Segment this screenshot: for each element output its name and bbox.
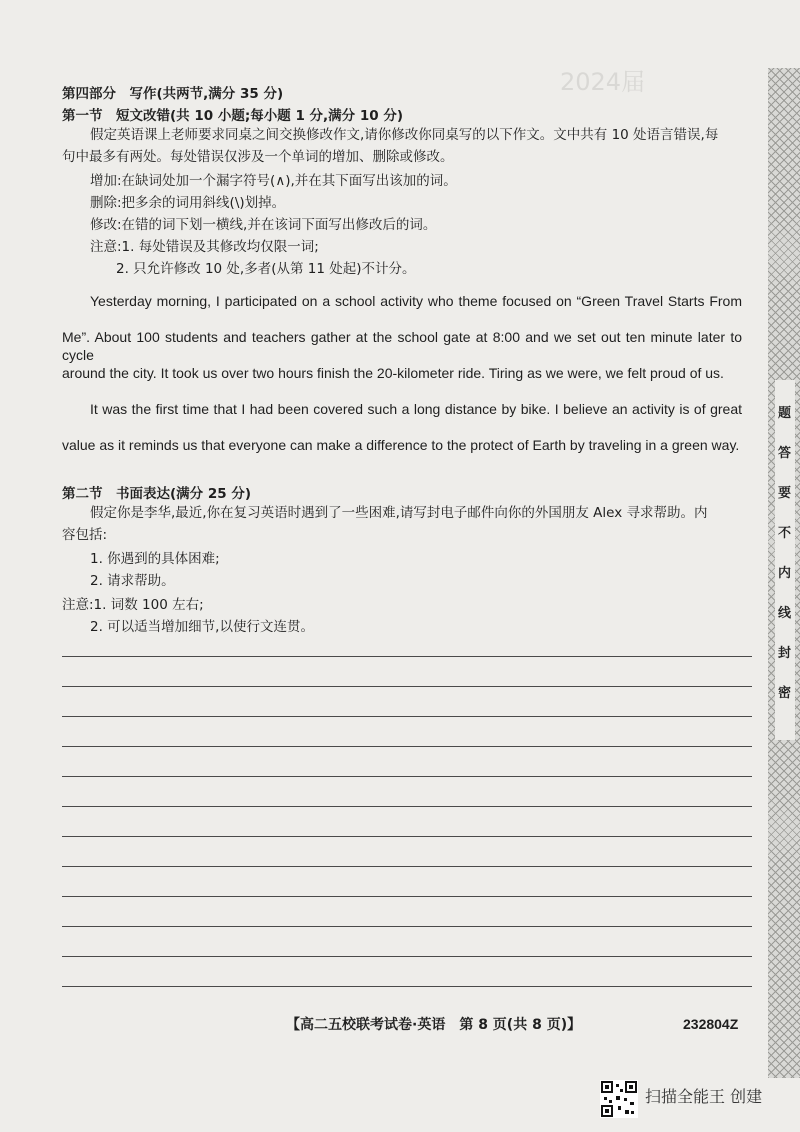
sec2-instruction-2: 容包括: [62, 527, 108, 543]
binding-char: 要 [778, 486, 792, 501]
rule-add: 增加:在缺词处加一个漏字符号(∧),并在其下面写出该加的词。 [90, 173, 457, 189]
sec1-instruction-2: 句中最多有两处。每处错误仅涉及一个单词的增加、删除或修改。 [62, 149, 454, 165]
binding-char: 答 [778, 446, 792, 461]
rule-delete: 删除:把多余的词用斜线(\)划掉。 [90, 195, 286, 211]
binding-char: 不 [778, 526, 792, 541]
writing-line [62, 926, 752, 927]
binding-char: 内 [778, 566, 792, 581]
sec2-item-2: 2. 请求帮助。 [90, 573, 175, 589]
writing-line [62, 656, 752, 657]
writing-line [62, 836, 752, 837]
exam-code: 232804Z [683, 1016, 739, 1032]
writing-line [62, 746, 752, 747]
essay-para1-line3: around the city. It took us over two hours finish the 20-kilometer ride. Tiring as we were, we felt proud of us. [62, 365, 724, 381]
sec2-note-2: 2. 可以适当增加细节,以使行文连贯。 [90, 619, 314, 635]
writing-line [62, 986, 752, 987]
essay-para2-line1: It was the first time that I had been covered such a long distance by bike. I believe an activity is of great [90, 401, 742, 417]
sec1-note-1: 注意:1. 每处错误及其修改均仅限一词; [90, 239, 319, 255]
binding-char: 题 [778, 406, 792, 421]
sec2-note-1: 注意:1. 词数 100 左右; [62, 597, 204, 613]
sec1-title: 第一节 短文改错(共 10 小题;每小题 1 分,满分 10 分) [62, 108, 404, 124]
writing-line [62, 956, 752, 957]
sec2-instruction-1: 假定你是李华,最近,你在复习英语时遇到了一些困难,请写封电子邮件向你的外国朋友 Alex 寻求帮助。内 [90, 505, 708, 521]
writing-line [62, 716, 752, 717]
binding-char: 封 [778, 646, 792, 661]
essay-para1-line1: Yesterday morning, I participated on a school activity who theme focused on “Green Travel Starts From [90, 293, 742, 309]
sec1-instruction-1: 假定英语课上老师要求同桌之间交换修改作文,请你修改你同桌写的以下作文。文中共有 10 处语言错误,每 [90, 127, 719, 143]
essay-para1-line2: Me”. About 100 students and teachers gather at the school gate at 8:00 and we set out ten minute later to cycle [62, 329, 742, 363]
bleed-through: 2024届 [560, 68, 646, 96]
binding-char: 密 [778, 686, 792, 701]
section-title: 第四部分 写作(共两节,满分 35 分) [62, 86, 284, 102]
rule-modify: 修改:在错的词下划一横线,并在该词下面写出修改后的词。 [90, 217, 437, 233]
scanner-watermark: 扫描全能王 创建 [645, 1087, 763, 1106]
page-footer: 【高二五校联考试卷·英语 第 8 页(共 8 页)】 [286, 1017, 582, 1033]
writing-line [62, 866, 752, 867]
writing-line [62, 776, 752, 777]
qr-code-icon [600, 1080, 638, 1118]
binding-char: 线 [778, 606, 792, 621]
sec2-item-1: 1. 你遇到的具体困难; [90, 551, 220, 567]
writing-line [62, 806, 752, 807]
sec2-title: 第二节 书面表达(满分 25 分) [62, 486, 252, 502]
writing-line [62, 896, 752, 897]
essay-para2-line2: value as it reminds us that everyone can make a difference to the protect of Earth by traveling in a green way. [62, 437, 740, 453]
sec1-note-2: 2. 只允许修改 10 处,多者(从第 11 处起)不计分。 [116, 261, 416, 277]
writing-line [62, 686, 752, 687]
